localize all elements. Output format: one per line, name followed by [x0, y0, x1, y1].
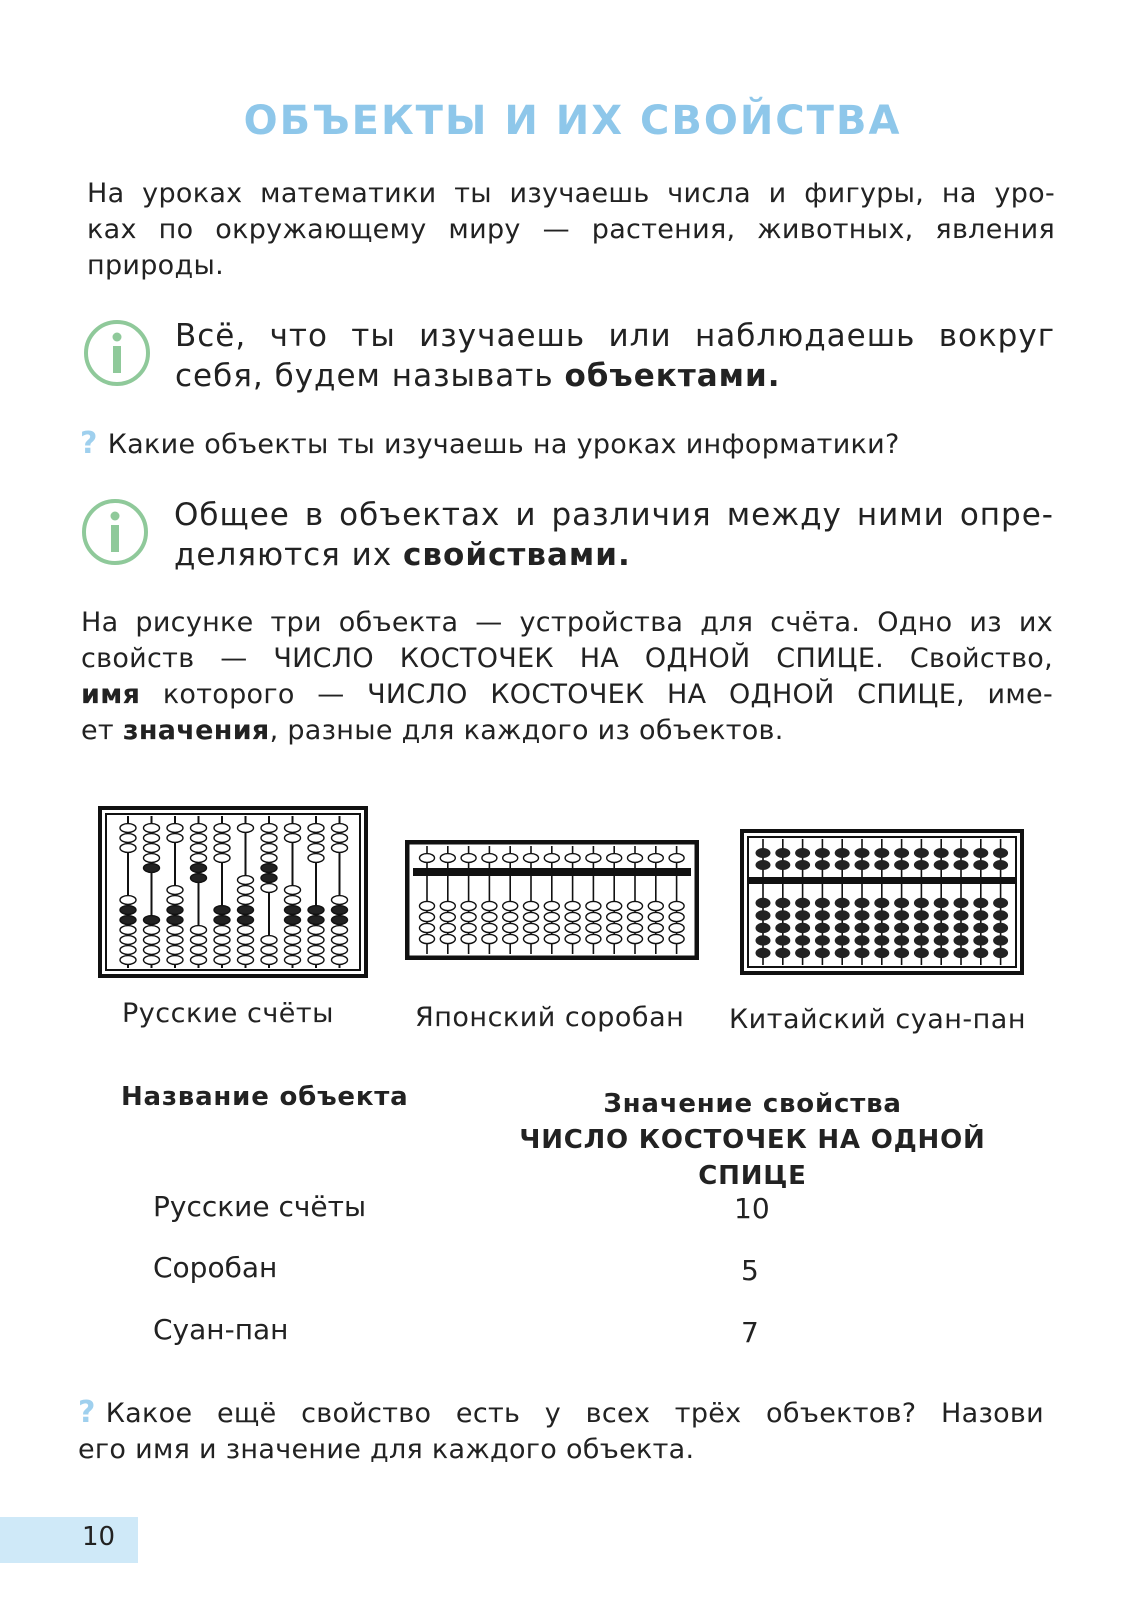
term-values: значения: [122, 715, 270, 746]
question-2-line-2: его имя и значение для каждого объекта.: [78, 1434, 695, 1465]
figure-caption-russian: Русские счёты: [122, 998, 334, 1029]
page-number: 10: [82, 1522, 116, 1552]
figure-caption-soroban: Японский соробан: [415, 1002, 685, 1033]
question-2-line-1: ? Какое ещё свойство есть у всех трёх объектов? Назови: [78, 1395, 1044, 1430]
term-properties: свойствами.: [403, 537, 631, 573]
info2-line-2: деляются их свойствами.: [174, 537, 631, 573]
table-cell-value: 7: [741, 1316, 759, 1349]
info-icon: [80, 497, 150, 567]
table-cell-value: 5: [741, 1254, 759, 1287]
description-line-4: ет значения, разные для каждого из объектов.: [81, 715, 784, 746]
russian-abacus-icon: [98, 806, 368, 978]
info2-line-1: Общее в объектах и различия между ними опре-: [174, 497, 1054, 533]
info-block-properties: [174, 495, 1054, 575]
question-mark-icon: ?: [78, 1395, 96, 1430]
table-header-name: Название объекта: [121, 1082, 409, 1112]
term-name: имя: [81, 679, 141, 710]
info-block-objects: [175, 316, 1055, 396]
intro-line-3: природы.: [87, 250, 224, 281]
question-mark-icon: ?: [80, 426, 98, 461]
table-cell-name: Соробан: [153, 1251, 278, 1284]
figure-caption-suanpan: Китайский суан-пан: [729, 1004, 1026, 1035]
table-cell-value: 10: [734, 1192, 770, 1225]
info1-line-2: себя, будем называть объектами.: [175, 358, 781, 394]
description-line-1: На рисунке три объекта — устройства для счёта. Одно из их: [81, 607, 1053, 638]
table-header-value: Значение свойства ЧИСЛО КОСТОЧЕК НА ОДНОЙ СПИЦЕ: [519, 1089, 986, 1191]
table-cell-name: Суан-пан: [153, 1313, 289, 1346]
intro-line-1: На уроках математики ты изучаешь числа и фигуры, на уро-: [87, 178, 1055, 209]
intro-line-2: ках по окружающему миру — растения, животных, явления: [87, 214, 1055, 245]
table-cell-name: Русские счёты: [153, 1190, 367, 1223]
description-line-2: свойств — ЧИСЛО КОСТОЧЕК НА ОДНОЙ СПИЦЕ. Свойство,: [81, 643, 1053, 674]
page-number-band: [0, 1517, 138, 1563]
question-1: [80, 426, 1040, 463]
info1-line-1: Всё, что ты изучаешь или наблюдаешь вокруг: [175, 318, 1055, 354]
intro-paragraph: [87, 176, 1055, 284]
question-2: [78, 1395, 1044, 1468]
soroban-abacus-icon: [405, 840, 699, 960]
page-title: ОБЪЕКТЫ И ИХ СВОЙСТВА: [243, 98, 902, 144]
description-paragraph: [81, 605, 1053, 749]
info-icon: [82, 318, 152, 388]
question-1-text: Какие объекты ты изучаешь на уроках информатики?: [107, 429, 900, 460]
term-objects: объектами.: [564, 358, 781, 394]
description-line-3: имя которого — ЧИСЛО КОСТОЧЕК НА ОДНОЙ СПИЦЕ, име-: [81, 679, 1053, 710]
suanpan-abacus-icon: [740, 829, 1024, 975]
